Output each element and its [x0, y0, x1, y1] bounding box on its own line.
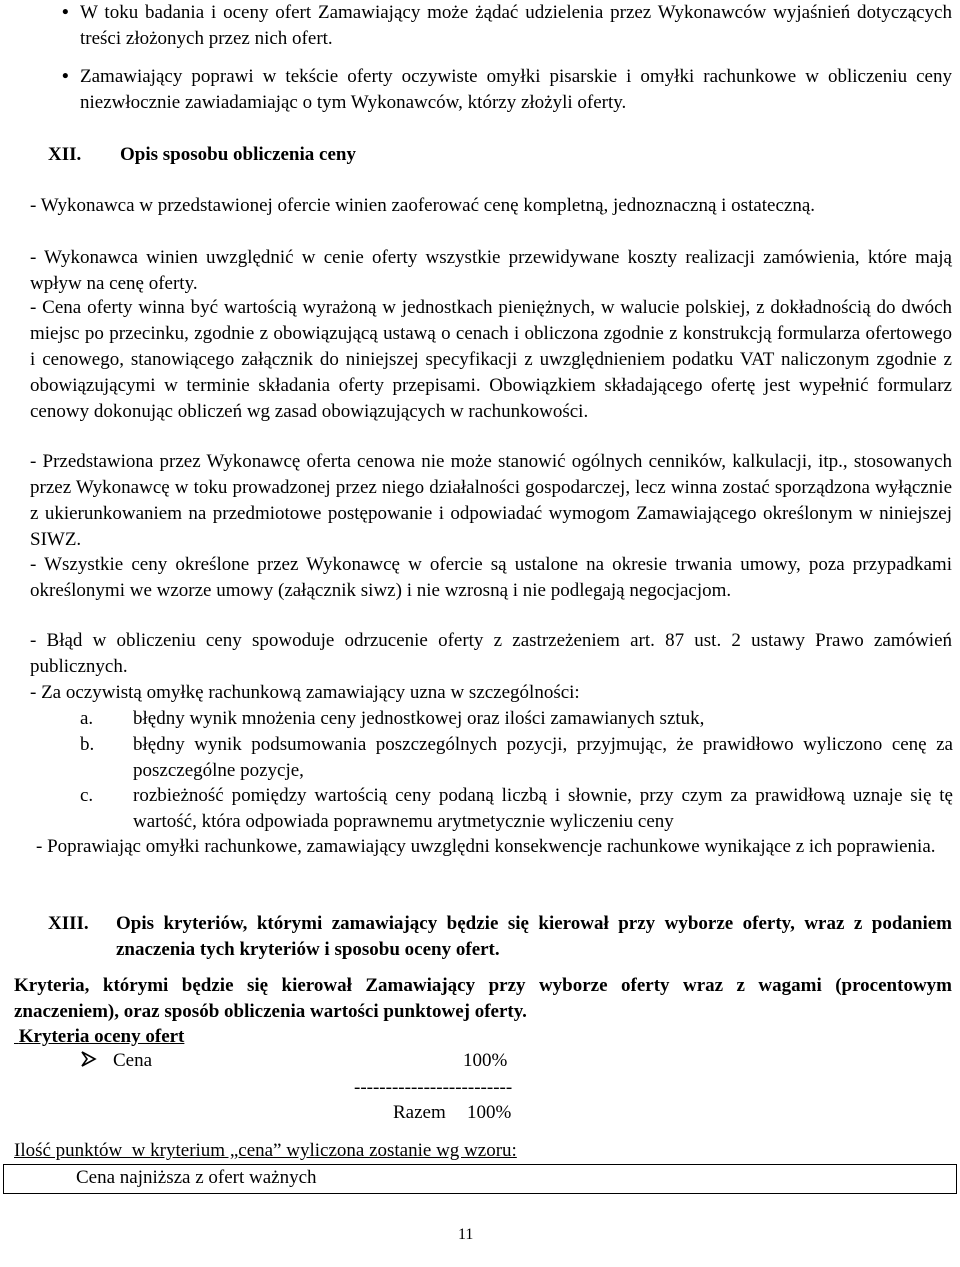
- list-letter: a.: [80, 708, 94, 729]
- list-letter: b.: [80, 734, 95, 755]
- list-item-text: rozbieżność pomiędzy wartością ceny podaną liczbą i słownie, przy czym za prawidłową uznaje się tę wartość, która odpowiada poprawnemu arytmetycznie wyliczeniu ceny: [133, 785, 953, 832]
- section-number: XII.: [48, 144, 82, 165]
- bullet-dot-icon: •: [62, 2, 69, 23]
- bullet-text: W toku badania i oceny ofert Zamawiający może żądać udzielenia przez Wykonawców wyjaśnień dotyczących treści złożonych przez nich ofert.: [80, 2, 952, 49]
- paragraph: - Za oczywistą omyłkę rachunkową zamawiający uzna w szczególności:: [30, 682, 580, 703]
- paragraph: - Wykonawca w przedstawionej ofercie winien zaoferować cenę kompletną, jednoznaczną i ostateczną.: [30, 195, 816, 216]
- paragraph: - Poprawiając omyłki rachunkowe, zamawiający uwzględni konsekwencje rachunkowe wynikające z ich poprawienia.: [36, 836, 936, 857]
- arrow-icon: [80, 1049, 98, 1077]
- paragraph: - Błąd w obliczeniu ceny spowoduje odrzucenie oferty z zastrzeżeniem art. 87 ust. 2 ustawy Prawo zamówień publicznych.: [30, 630, 952, 677]
- criteria-intro: Kryteria, którymi będzie się kierował Zamawiający przy wyborze oferty wraz z wagami (procentowym znaczeniem), oraz sposób obliczenia wartości punktowej oferty.: [14, 975, 952, 1022]
- list-letter: c.: [80, 785, 94, 806]
- paragraph: - Wszystkie ceny określone przez Wykonawcę w ofercie są ustalone na okresie trwania umowy, poza przypadkami określonymi we wzorze umowy (załącznik siwz) i nie wzrosną i nie podlegają negocjacjom.: [30, 554, 952, 601]
- criteria-weight: 100%: [463, 1050, 508, 1071]
- bullet-item: [62, 0, 952, 52]
- bullet-item: [62, 64, 952, 116]
- section-title: Opis sposobu obliczenia ceny: [120, 144, 356, 165]
- section-title: Opis kryteriów, którymi zamawiający będzie się kierował przy wyborze oferty, wraz z podaniem znaczenia tych kryteriów i sposobu oceny ofert.: [116, 913, 952, 960]
- criteria-name: Cena: [113, 1050, 153, 1071]
- formula-intro: Ilość punktów w kryterium „cena” wyliczona zostanie wg wzoru:: [14, 1140, 517, 1161]
- total-value: 100%: [467, 1102, 512, 1123]
- list-item-text: błędny wynik podsumowania poszczególnych pozycji, przyjmując, że prawidłowo wyliczono cenę za poszczególne pozycje,: [133, 734, 953, 781]
- paragraph: - Przedstawiona przez Wykonawcę oferta cenowa nie może stanowić ogólnych cenników, kalkulacji, itp., stosowanych przez Wykonawcę w toku prowadzonej przez niego działalności gospodarczej, lecz winna zostać sporządzona wyłącznie z ukierunkowaniem na przedmiotowe postępowanie i odpowiadać wymogom Zamawiającego określonym w niniejszej SIWZ.: [30, 451, 952, 550]
- formula-box: [3, 1164, 957, 1194]
- page-number: 11: [458, 1226, 474, 1243]
- dash-separator: -------------------------: [354, 1077, 513, 1098]
- paragraph: - Wykonawca winien uwzględnić w cenie oferty wszystkie przewidywane koszty realizacji zamówienia, które mają wpływ na cenę oferty.: [30, 247, 952, 294]
- formula-numerator: Cena najniższa z ofert ważnych: [76, 1167, 317, 1188]
- bullet-text: Zamawiający poprawi w tekście oferty oczywiste omyłki pisarskie i omyłki rachunkowe w obliczeniu ceny niezwłocznie zawiadamiając o tym Wykonawców, którzy złożyli oferty.: [80, 66, 952, 113]
- bullet-dot-icon: •: [62, 66, 69, 87]
- criteria-heading: Kryteria oceny ofert: [18, 1026, 185, 1047]
- total-label: Razem: [393, 1102, 446, 1123]
- list-item-text: błędny wynik mnożenia ceny jednostkowej oraz ilości zamawianych sztuk,: [133, 708, 705, 729]
- paragraph: - Cena oferty winna być wartością wyrażoną w jednostkach pieniężnych, w walucie polskiej, z dokładnością do dwóch miejsc po przecinku, zgodnie z obowiązującą ustawą o cenach i obliczona zgodnie z konstrukcją formularza ofertowego i cenowego, stanowiącego załącznik do niniejszej specyfikacji z uwzględnieniem podatku VAT naliczonym zgodnie z obowiązującymi w terminie składania oferty przepisami. Obowiązkiem składającego ofertę jest wypełnić formularz cenowy dokonując obliczeń wg zasad obowiązujących w rachunkowości.: [30, 297, 952, 422]
- section-number: XIII.: [48, 913, 89, 934]
